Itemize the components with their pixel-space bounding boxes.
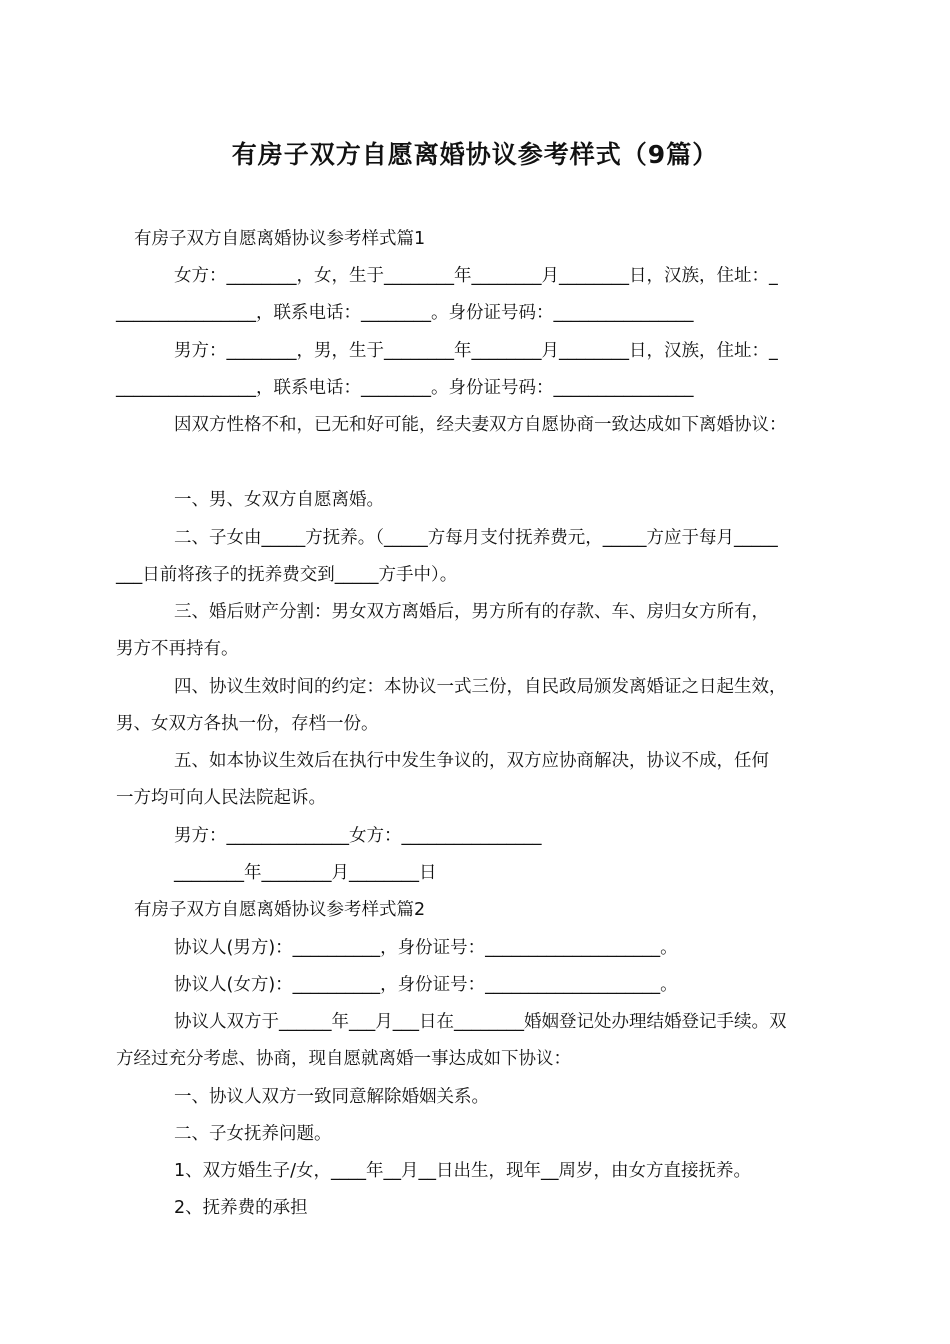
section-heading-1: 有房子双方自愿离婚协议参考样式篇1	[134, 229, 426, 249]
paragraph-line: 方经过充分考虑、协商，现自愿就离婚一事达成如下协议：	[116, 1049, 571, 1069]
paragraph-line: 五、如本协议生效后在执行中发生争议的，双方应协商解决，协议不成，任何	[174, 751, 769, 771]
paragraph-line: 一、男、女双方自愿离婚。	[174, 490, 384, 510]
paragraph-line: 协议人双方于______年___月___日在________婚姻登记处办理结婚登记手续。双	[174, 1012, 787, 1032]
paragraph-line: 一方均可向人民法院起诉。	[116, 788, 326, 808]
paragraph-line: 2、抚养费的承担	[174, 1198, 308, 1218]
signature-line: 男方：______________女方：________________	[174, 826, 542, 846]
paragraph-line: 三、婚后财产分割：男女双方离婚后，男方所有的存款、车、房归女方所有，	[174, 602, 769, 622]
date-line: ________年________月________日	[174, 863, 437, 883]
paragraph-line: 1、双方婚生子/女，____年__月__日出生，现年__周岁，由女方直接抚养。	[174, 1161, 752, 1181]
paragraph-line: ___日前将孩子的抚养费交到_____方手中）。	[116, 565, 458, 585]
paragraph-line: 协议人(女方)：__________，身份证号：____________________。	[174, 975, 678, 995]
paragraph-line: 男、女双方各执一份，存档一份。	[116, 714, 379, 734]
paragraph-line: 二、子女由_____方抚养。（_____方每月支付抚养费元，_____方应于每月_____	[174, 528, 778, 548]
paragraph-line: 男方：________，男，生于________年________月________日，汉族，住址：_	[174, 341, 778, 361]
paragraph-line: 二、子女抚养问题。	[174, 1124, 332, 1144]
paragraph-line: ________________，联系电话：________。身份证号码：________________	[116, 303, 694, 323]
paragraph-line: 女方：________，女，生于________年________月________日，汉族，住址：_	[174, 266, 778, 286]
document-title: 有房子双方自愿离婚协议参考样式（9篇）	[231, 140, 719, 169]
paragraph-line: ________________，联系电话：________。身份证号码：________________	[116, 378, 694, 398]
paragraph-line: 协议人(男方)：__________，身份证号：____________________。	[174, 938, 678, 958]
paragraph-line: 一、协议人双方一致同意解除婚姻关系。	[174, 1087, 489, 1107]
paragraph-line: 因双方性格不和，已无和好可能，经夫妻双方自愿协商一致达成如下离婚协议：	[174, 415, 787, 435]
section-heading-2: 有房子双方自愿离婚协议参考样式篇2	[134, 900, 426, 920]
paragraph-line: 男方不再持有。	[116, 639, 239, 659]
paragraph-line: 四、协议生效时间的约定：本协议一式三份，自民政局颁发离婚证之日起生效，	[174, 677, 787, 697]
